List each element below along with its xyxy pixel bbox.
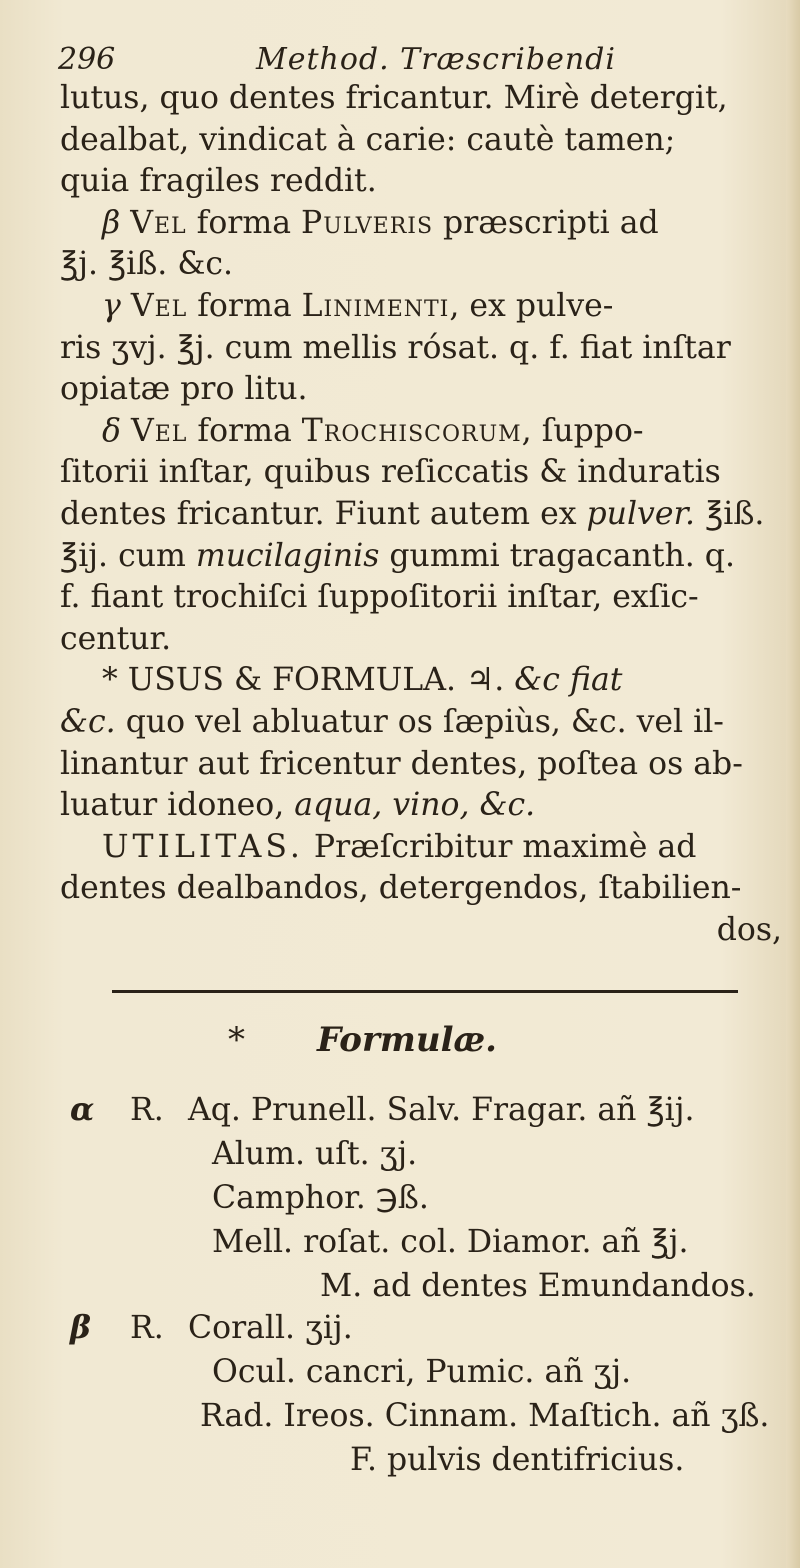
- gamma-lead: Vel: [130, 287, 188, 324]
- recipe-line: Alum. uſt. ʒj.: [212, 1136, 418, 1172]
- recipe-beta: [70, 1306, 769, 1482]
- recipe-line: [70, 1088, 756, 1132]
- recipe-line: Ocul. cancri, Pumic. añ ʒj.: [212, 1354, 632, 1390]
- text-line: quia fragiles reddit.: [60, 163, 377, 200]
- delta-rest: forma: [187, 412, 302, 449]
- text-line: dealbat, vindicat à carie: cautè tamen;: [60, 121, 676, 158]
- recipe-line: Mell. roſat. col. Diamor. añ ℥j.: [212, 1224, 689, 1260]
- delta-paragraph-line: [60, 411, 790, 453]
- text-line: ſitorii inſtar, quibus reſiccatis & induratis: [60, 454, 721, 491]
- page-number: 296: [58, 42, 116, 77]
- gamma-marker: γ: [102, 287, 121, 324]
- italic-segment: &c.: [60, 703, 116, 740]
- recipe-marker: α: [70, 1091, 95, 1128]
- body-text: [60, 78, 790, 951]
- italic-segment: &c fiat: [514, 662, 623, 699]
- ingredient: Aq. Prunell. Salv. Fragar. añ ℥ij.: [188, 1092, 695, 1128]
- text-segment: Præſcribitur maximè ad: [303, 828, 697, 865]
- recipe-line: Camphor. ℈ß.: [212, 1180, 429, 1216]
- delta-marker: δ: [102, 412, 121, 449]
- gamma-paragraph-line: [60, 286, 790, 328]
- recipe-marker: β: [70, 1309, 91, 1346]
- text-line: ris ʒvj. ℥j. cum mellis rósat. q. f. fiat inſtar: [60, 329, 731, 366]
- beta-marker: β: [102, 204, 121, 241]
- beta-rest: forma: [186, 204, 302, 241]
- delta-word: Trochiscorum: [301, 412, 522, 449]
- recipe-line: F. pulvis dentifricius.: [350, 1442, 685, 1478]
- running-title: Method. Træscribendi: [256, 42, 616, 77]
- text-line: lutus, quo dentes fricantur. Mirè detergit,: [60, 80, 728, 116]
- text-segment: ℥ij. cum: [60, 537, 196, 574]
- utilitas-line: [60, 827, 790, 869]
- recipe-line: Rad. Ireos. Cinnam. Maſtich. añ ʒß.: [200, 1398, 770, 1434]
- delta-lead: Vel: [130, 412, 188, 449]
- italic-segment: aqua, vino, &c.: [294, 787, 536, 824]
- utilitas-heading: UTILITAS.: [102, 828, 304, 865]
- beta-lead: Vel: [130, 204, 187, 241]
- text-line: linantur aut fricentur dentes, poſtea os ab-: [60, 745, 743, 782]
- text-segment: quo vel abluatur os ſæpiùs, &c. vel il-: [115, 703, 724, 740]
- beta-word: Pulveris: [301, 204, 434, 241]
- beta-tail: præscripti ad: [433, 204, 659, 241]
- text-segment: gummi tragacanth. q.: [379, 537, 735, 574]
- text-line: [60, 785, 790, 827]
- beta-paragraph-line: [60, 203, 790, 245]
- usus-heading: * USUS & FORMULA.: [102, 662, 466, 699]
- italic-segment: mucilaginis: [195, 537, 380, 574]
- gamma-word: Linimenti: [301, 287, 450, 324]
- delta-tail: , ſuppo-: [521, 412, 644, 449]
- ingredient: Corall. ʒij.: [188, 1310, 353, 1346]
- text-line: [60, 494, 790, 536]
- text-line: [60, 536, 790, 578]
- asterisk: *: [228, 1020, 245, 1060]
- page-header: [58, 40, 760, 80]
- text-segment: dentes fricantur. Fiunt autem ex: [60, 495, 587, 532]
- recipe-line: [70, 1306, 769, 1350]
- text-line: dos,: [716, 911, 782, 948]
- text-line: centur.: [60, 620, 172, 657]
- usus-heading-line: [60, 660, 790, 702]
- text-line: f. fiant trochiſci ſuppoſitorii inſtar, exſic-: [60, 579, 699, 616]
- gamma-tail: , ex pulve-: [449, 287, 614, 324]
- formulae-heading: [228, 1020, 497, 1060]
- jupiter-symbol: ♃.: [465, 662, 515, 699]
- rx-symbol: R.: [130, 1092, 164, 1128]
- rx-symbol: R.: [130, 1310, 164, 1346]
- text-segment: ℥iß.: [695, 495, 765, 532]
- formulae-title: Formulæ.: [317, 1020, 497, 1060]
- section-divider: [112, 990, 738, 993]
- text-line: [60, 702, 790, 744]
- text-line: ℥j. ℥iß. &c.: [60, 246, 234, 283]
- recipe-line: M. ad dentes Emundandos.: [320, 1268, 756, 1304]
- italic-segment: pulver.: [586, 495, 696, 532]
- text-line: opiatæ pro litu.: [60, 371, 308, 408]
- recipe-alpha: [70, 1088, 756, 1308]
- gamma-rest: forma: [187, 287, 302, 324]
- text-line: dentes dealbandos, detergendos, ſtabilien-: [60, 870, 742, 907]
- text-segment: luatur idoneo,: [60, 787, 295, 824]
